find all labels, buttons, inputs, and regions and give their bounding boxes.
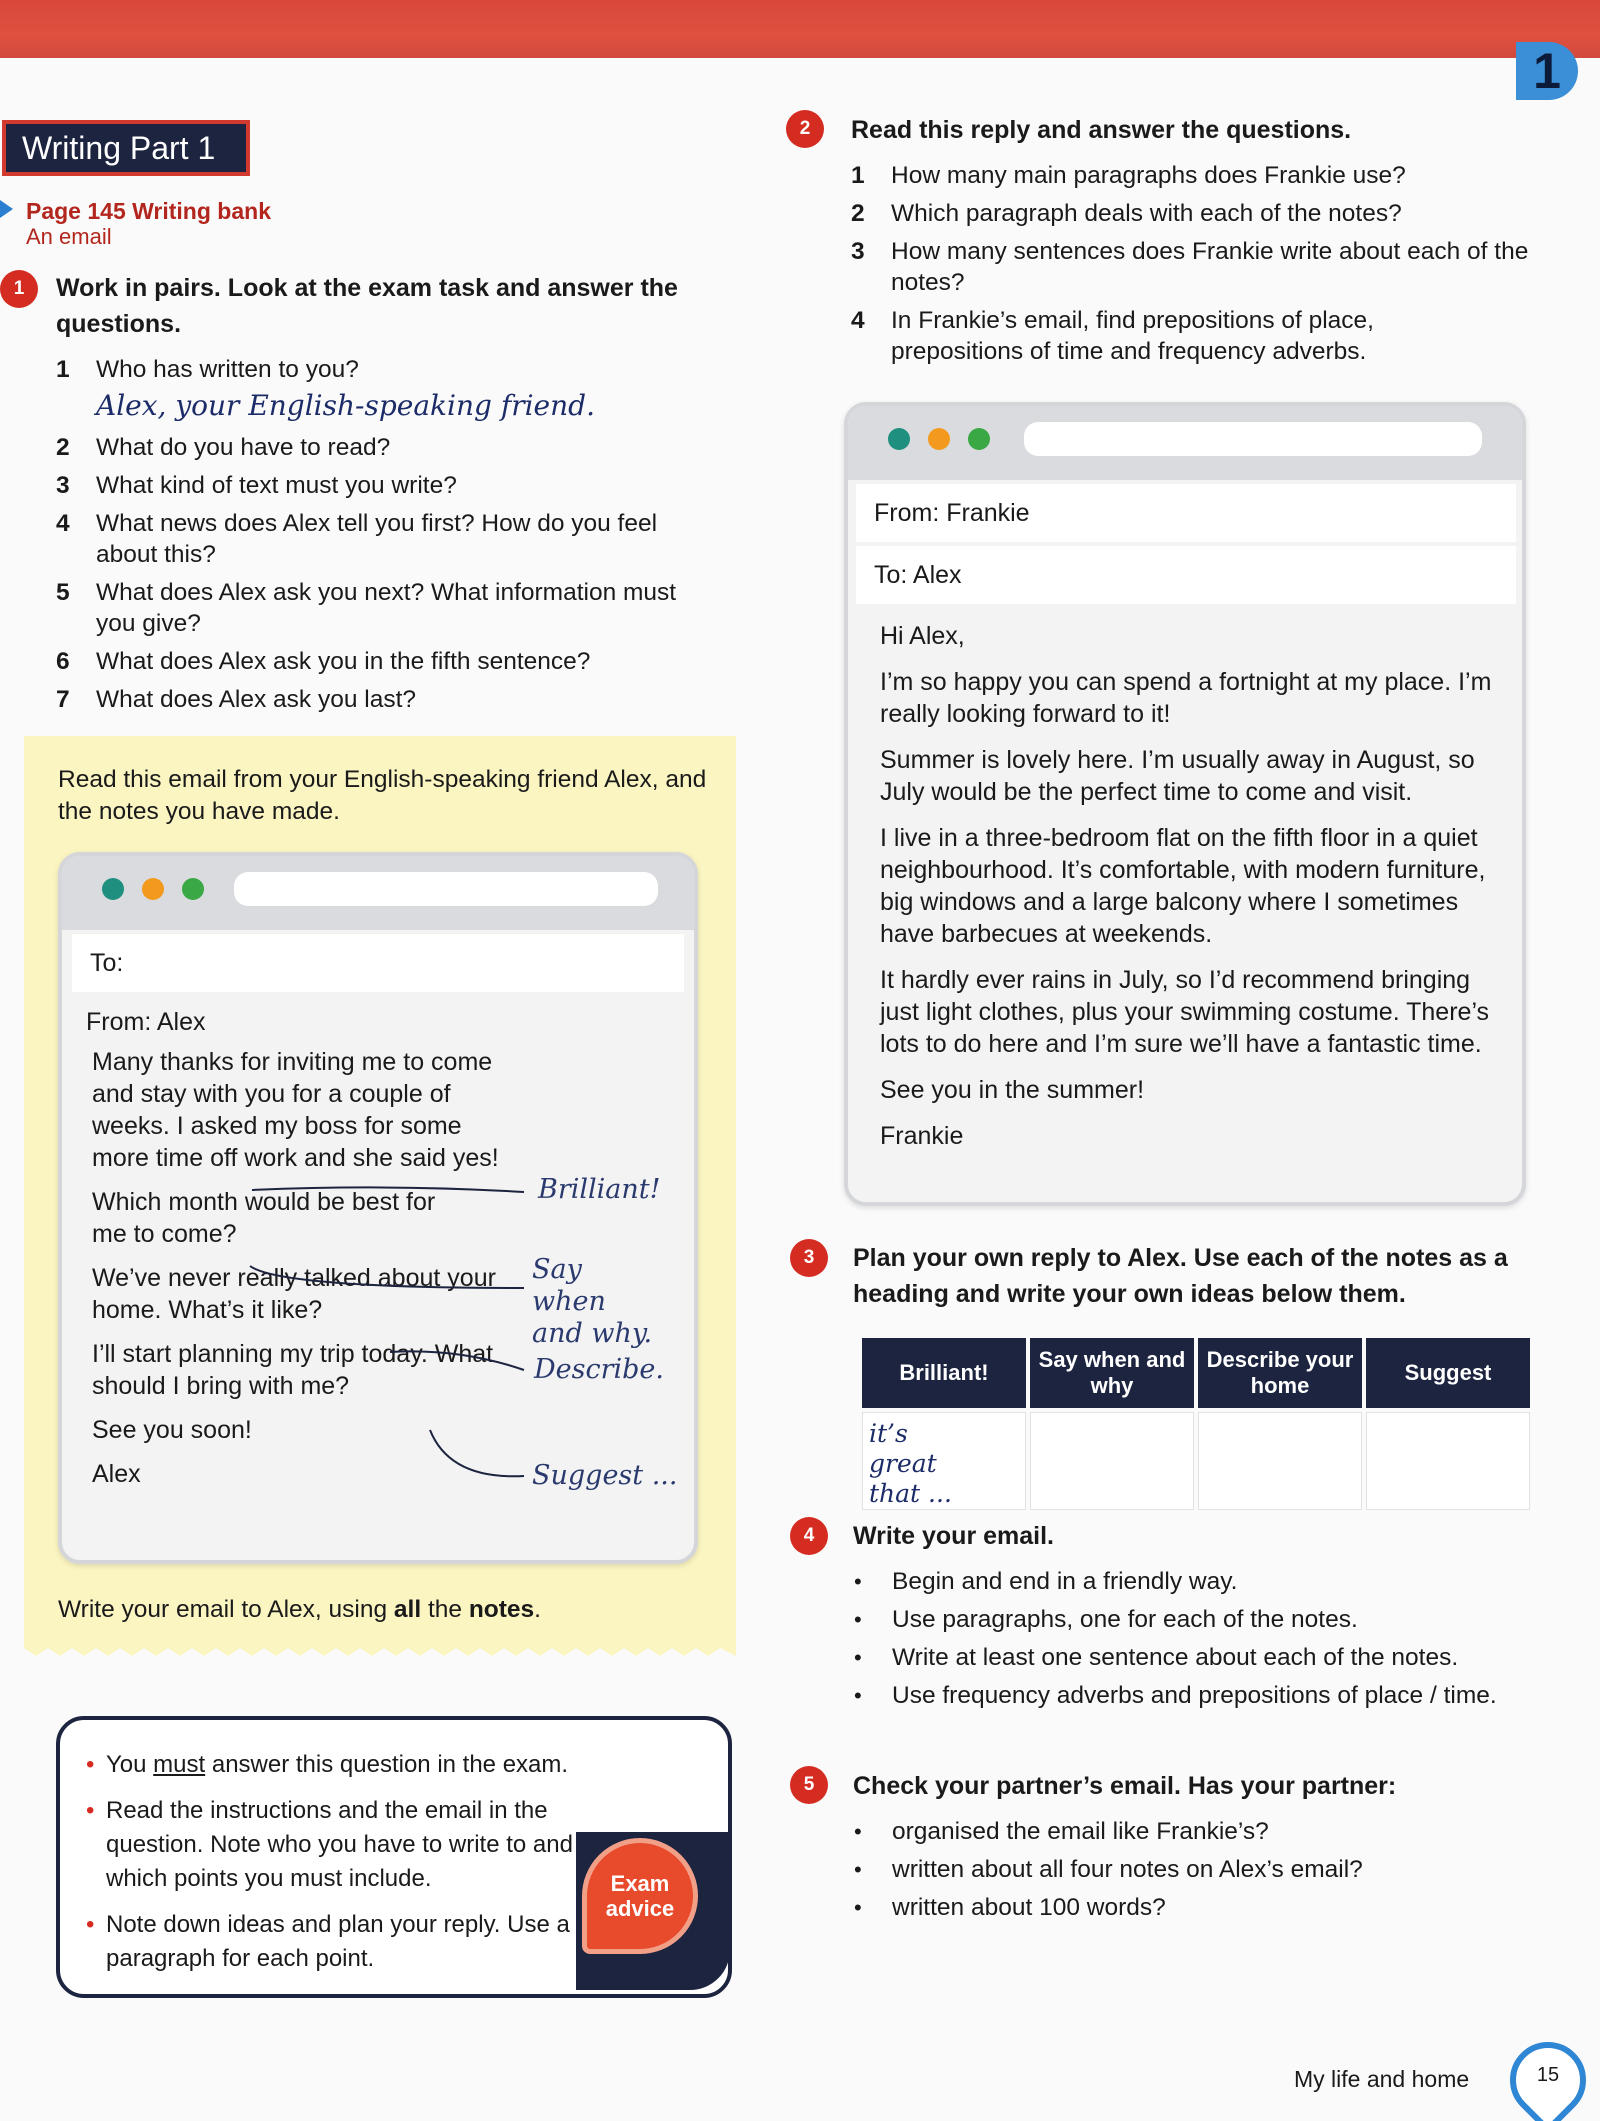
footer-unit-title: My life and home (1294, 2066, 1470, 2092)
top-color-bar (0, 0, 1600, 58)
email-closing: See you in the summer! (880, 1076, 1145, 1104)
exercise-4-bullets (854, 1566, 1504, 1718)
window-controls (102, 878, 222, 905)
question-item: 1 Who has written to you? Alex, your English-speaking friend. (56, 354, 736, 425)
exercise-1-questions (56, 354, 736, 722)
window-dot-icon (142, 878, 164, 900)
exercise-3-number: 3 (790, 1239, 828, 1277)
exam-advice-list (86, 1748, 606, 1988)
plan-column-header: Suggest (1366, 1338, 1530, 1408)
question-item: 6 What does Alex ask you in the fifth sentence? (56, 648, 591, 675)
question-item: 4 In Frankie’s email, find prepositions of place, prepositions of time and frequency adverbs. (851, 307, 1374, 365)
question-item: 1 How many main paragraphs does Frankie use? (851, 162, 1406, 189)
exercise-2-heading: Read this reply and answer the questions. (851, 116, 1352, 144)
bullet-item: • Use paragraphs, one for each of the notes. (854, 1604, 1504, 1635)
exercise-5-number: 5 (790, 1766, 828, 1804)
window-dot-icon (888, 428, 910, 450)
reply-to-field: To: Alex (856, 546, 1516, 604)
plan-cell[interactable] (1198, 1412, 1362, 1510)
task-intro: Read this email from your English-speaking friend Alex, and the notes you have made. (58, 766, 707, 825)
handwritten-plan-note: it’s great that ... (869, 1419, 952, 1508)
exercise-1-heading: Work in pairs. Look at the exam task and answer the questions. (56, 274, 678, 338)
reference-arrow-icon (0, 200, 13, 218)
frankie-email-body (880, 620, 1500, 1166)
exam-advice-badge (576, 1832, 730, 1990)
question-item: 2 What do you have to read? (56, 434, 391, 461)
bullet-item: • Write at least one sentence about each of the notes. (854, 1642, 1504, 1673)
email-greeting: Hi Alex, (880, 622, 965, 650)
handwritten-answer: Alex, your English-speaking friend. (96, 389, 595, 422)
exercise-1-number: 1 (0, 270, 38, 308)
note-say-when: Say when and why. (532, 1254, 653, 1349)
email-paragraph: Summer is lovely here. I’m usually away in August, so July would be the perfect time to come and visit. (880, 746, 1475, 806)
exercise-2-number: 2 (786, 110, 824, 148)
writing-bank-reference: Page 145 Writing bank (26, 198, 271, 224)
address-bar (234, 872, 658, 906)
window-dot-icon (928, 428, 950, 450)
question-item: 7 What does Alex ask you last? (56, 686, 417, 713)
plan-cell[interactable] (1366, 1412, 1530, 1510)
exam-advice-label: Exam advice (582, 1838, 698, 1954)
note-brilliant: Brilliant! (538, 1174, 661, 1205)
zigzag-edge (24, 1636, 736, 1660)
note-describe: Describe. (534, 1354, 664, 1385)
question-item: 2 Which paragraph deals with each of the notes? (851, 200, 1402, 227)
question-item: 5 What does Alex ask you next? What information must you give? (56, 579, 677, 637)
question-item: 4 What news does Alex tell you first? How do you feel about this? (56, 510, 658, 568)
question-item: 3 What kind of text must you write? (56, 472, 457, 499)
advice-item: • Read the instructions and the email in the question. Note who you have to write to and which points you must include. (86, 1794, 606, 1896)
exercise-2-questions (851, 160, 1531, 374)
plan-cell[interactable] (1030, 1412, 1194, 1510)
bullet-item: • Begin and end in a friendly way. (854, 1566, 1504, 1597)
exercise-4-number: 4 (790, 1517, 828, 1555)
email-signature: Alex (92, 1460, 141, 1488)
window-dot-icon (102, 878, 124, 900)
email-to-field: To: (72, 934, 684, 992)
advice-item: • Note down ideas and plan your reply. Use a paragraph for each point. (86, 1908, 606, 1976)
email-paragraph: I live in a three-bedroom flat on the fifth floor in a quiet neighbourhood. It’s comfortable, with modern furniture, big windows and a large balcony where I sometimes have barbecues at weekends. (880, 824, 1486, 948)
exercise-5-bullets (854, 1816, 1504, 1930)
plan-table (858, 1334, 1534, 1514)
bullet-item: • written about all four notes on Alex’s email? (854, 1854, 1504, 1885)
section-title: Writing Part 1 (2, 120, 250, 176)
task-instruction: Write your email to Alex, using all the notes. (58, 1596, 541, 1623)
plan-column-header: Brilliant! (862, 1338, 1026, 1408)
plan-cell[interactable] (862, 1412, 1026, 1510)
exercise-3-heading: Plan your own reply to Alex. Use each of the notes as a heading and write your own ideas below them. (853, 1244, 1508, 1308)
exercise-4-heading: Write your email. (853, 1522, 1054, 1550)
window-dot-icon (182, 878, 204, 900)
window-controls (888, 428, 1008, 455)
plan-column-header: Describe your home (1198, 1338, 1362, 1408)
unit-number-tab: 1 (1516, 42, 1578, 100)
email-paragraph: I’ll start planning my trip today. What should I bring with me? (92, 1340, 494, 1400)
plan-column-header: Say when and why (1030, 1338, 1194, 1408)
page-number: 15 (1536, 2064, 1560, 2086)
question-item: 3 How many sentences does Frankie write about each of the notes? (851, 238, 1529, 296)
email-paragraph: Many thanks for inviting me to come and stay with you for a couple of weeks. I asked my boss for some more time off work and she said yes! (92, 1048, 499, 1172)
note-connector-lines (240, 1180, 540, 1490)
window-dot-icon (968, 428, 990, 450)
bullet-item: • Use frequency adverbs and prepositions of place / time. (854, 1680, 1504, 1711)
exercise-5-heading: Check your partner’s email. Has your partner: (853, 1772, 1397, 1800)
email-paragraph: I’m so happy you can spend a fortnight at my place. I’m really looking forward to it! (880, 668, 1492, 728)
advice-item: • You must answer this question in the exam. (86, 1748, 606, 1782)
reply-from-field: From: Frankie (856, 484, 1516, 542)
note-suggest: Suggest ... (532, 1460, 678, 1491)
address-bar (1024, 422, 1482, 456)
email-signoff: See you soon! (92, 1416, 252, 1444)
writing-bank-subtitle: An email (26, 224, 112, 249)
email-from-field: From: Alex (86, 1008, 206, 1036)
bullet-item: • organised the email like Frankie’s? (854, 1816, 1504, 1847)
bullet-item: • written about 100 words? (854, 1892, 1504, 1923)
email-paragraph: Which month would be best for me to come? (92, 1188, 436, 1248)
email-signature: Frankie (880, 1122, 964, 1150)
email-paragraph: It hardly ever rains in July, so I’d recommend bringing just light clothes, plus your swimming costume. There’s lots to do here and I’m sure we’ll have a fantastic time. (880, 966, 1490, 1058)
email-paragraph: We’ve never really talked about your home. What’s it like? (92, 1264, 496, 1324)
